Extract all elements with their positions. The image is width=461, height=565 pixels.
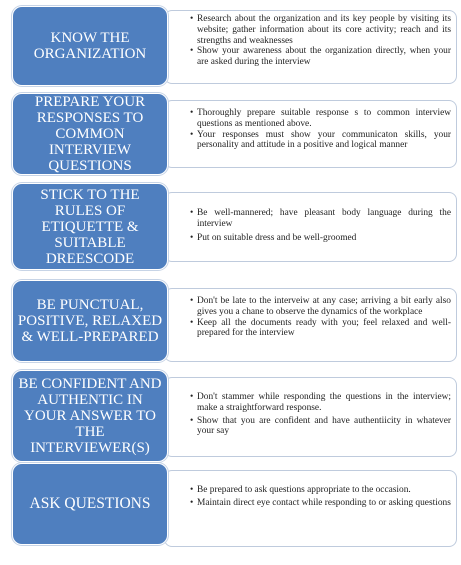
bullet-item: • Put on suitable dress and be well-groomed [190,233,451,244]
step-bullets [190,296,451,339]
step-label: BE PUNCTUAL, POSITIVE, RELAXED & WELL-PREPARED [12,280,168,362]
bullet-item: • Be prepared to ask questions appropriate to the occasion. [190,485,451,496]
bullet-item: • Research about the organization and its key people by visiting its website; gather information about its core activity; reach and its strengths and weaknesses [190,14,451,46]
bullet-item: • Don't be late to the interveiw at any case; arriving a bit early also gives you a chane to observe the dynamics of the workplace [190,296,451,318]
step-label: STICK TO THE RULES OF ETIQUETTE & SUITABLE DREESCODE [12,183,168,270]
step-bullets [190,485,451,509]
bullet-item: • Show your awareness about the organization directly, when your are asked during the interview [190,46,451,68]
step-label: ASK QUESTIONS [12,463,168,545]
step-label: PREPARE YOUR RESPONSES TO COMMON INTERVIEW QUESTIONS [12,93,168,175]
bullet-item: • Don't stammer while responding the questions in the interview; make a straightforward response. [190,392,451,414]
bullet-item: • Keep all the documents ready with you; feel relaxed and well-prepared for the interview [190,318,451,340]
step-bullets [190,108,451,151]
bullet-item: • Show that you are confident and have authentiicity in whatever your say [190,416,451,438]
step-bullets [190,208,451,243]
step-label: KNOW THE ORGANIZATION [12,6,168,86]
step-bullets [190,392,451,437]
bullet-item: • Thoroughly prepare suitable response s to common interview questions as mentioned above. [190,108,451,130]
bullet-item: • Your responses must show your communicaton skills, your personality and attitude in a positive and logical manner [190,130,451,152]
step-label: BE CONFIDENT AND AUTHENTIC IN YOUR ANSWER TO THE INTERVIEWER(S) [12,370,168,462]
step-bullets [190,14,451,68]
bullet-item: • Maintain direct eye contact while responding to or asking questions [190,498,451,509]
bullet-item: • Be well-mannered; have pleasant body language during the interview [190,208,451,230]
